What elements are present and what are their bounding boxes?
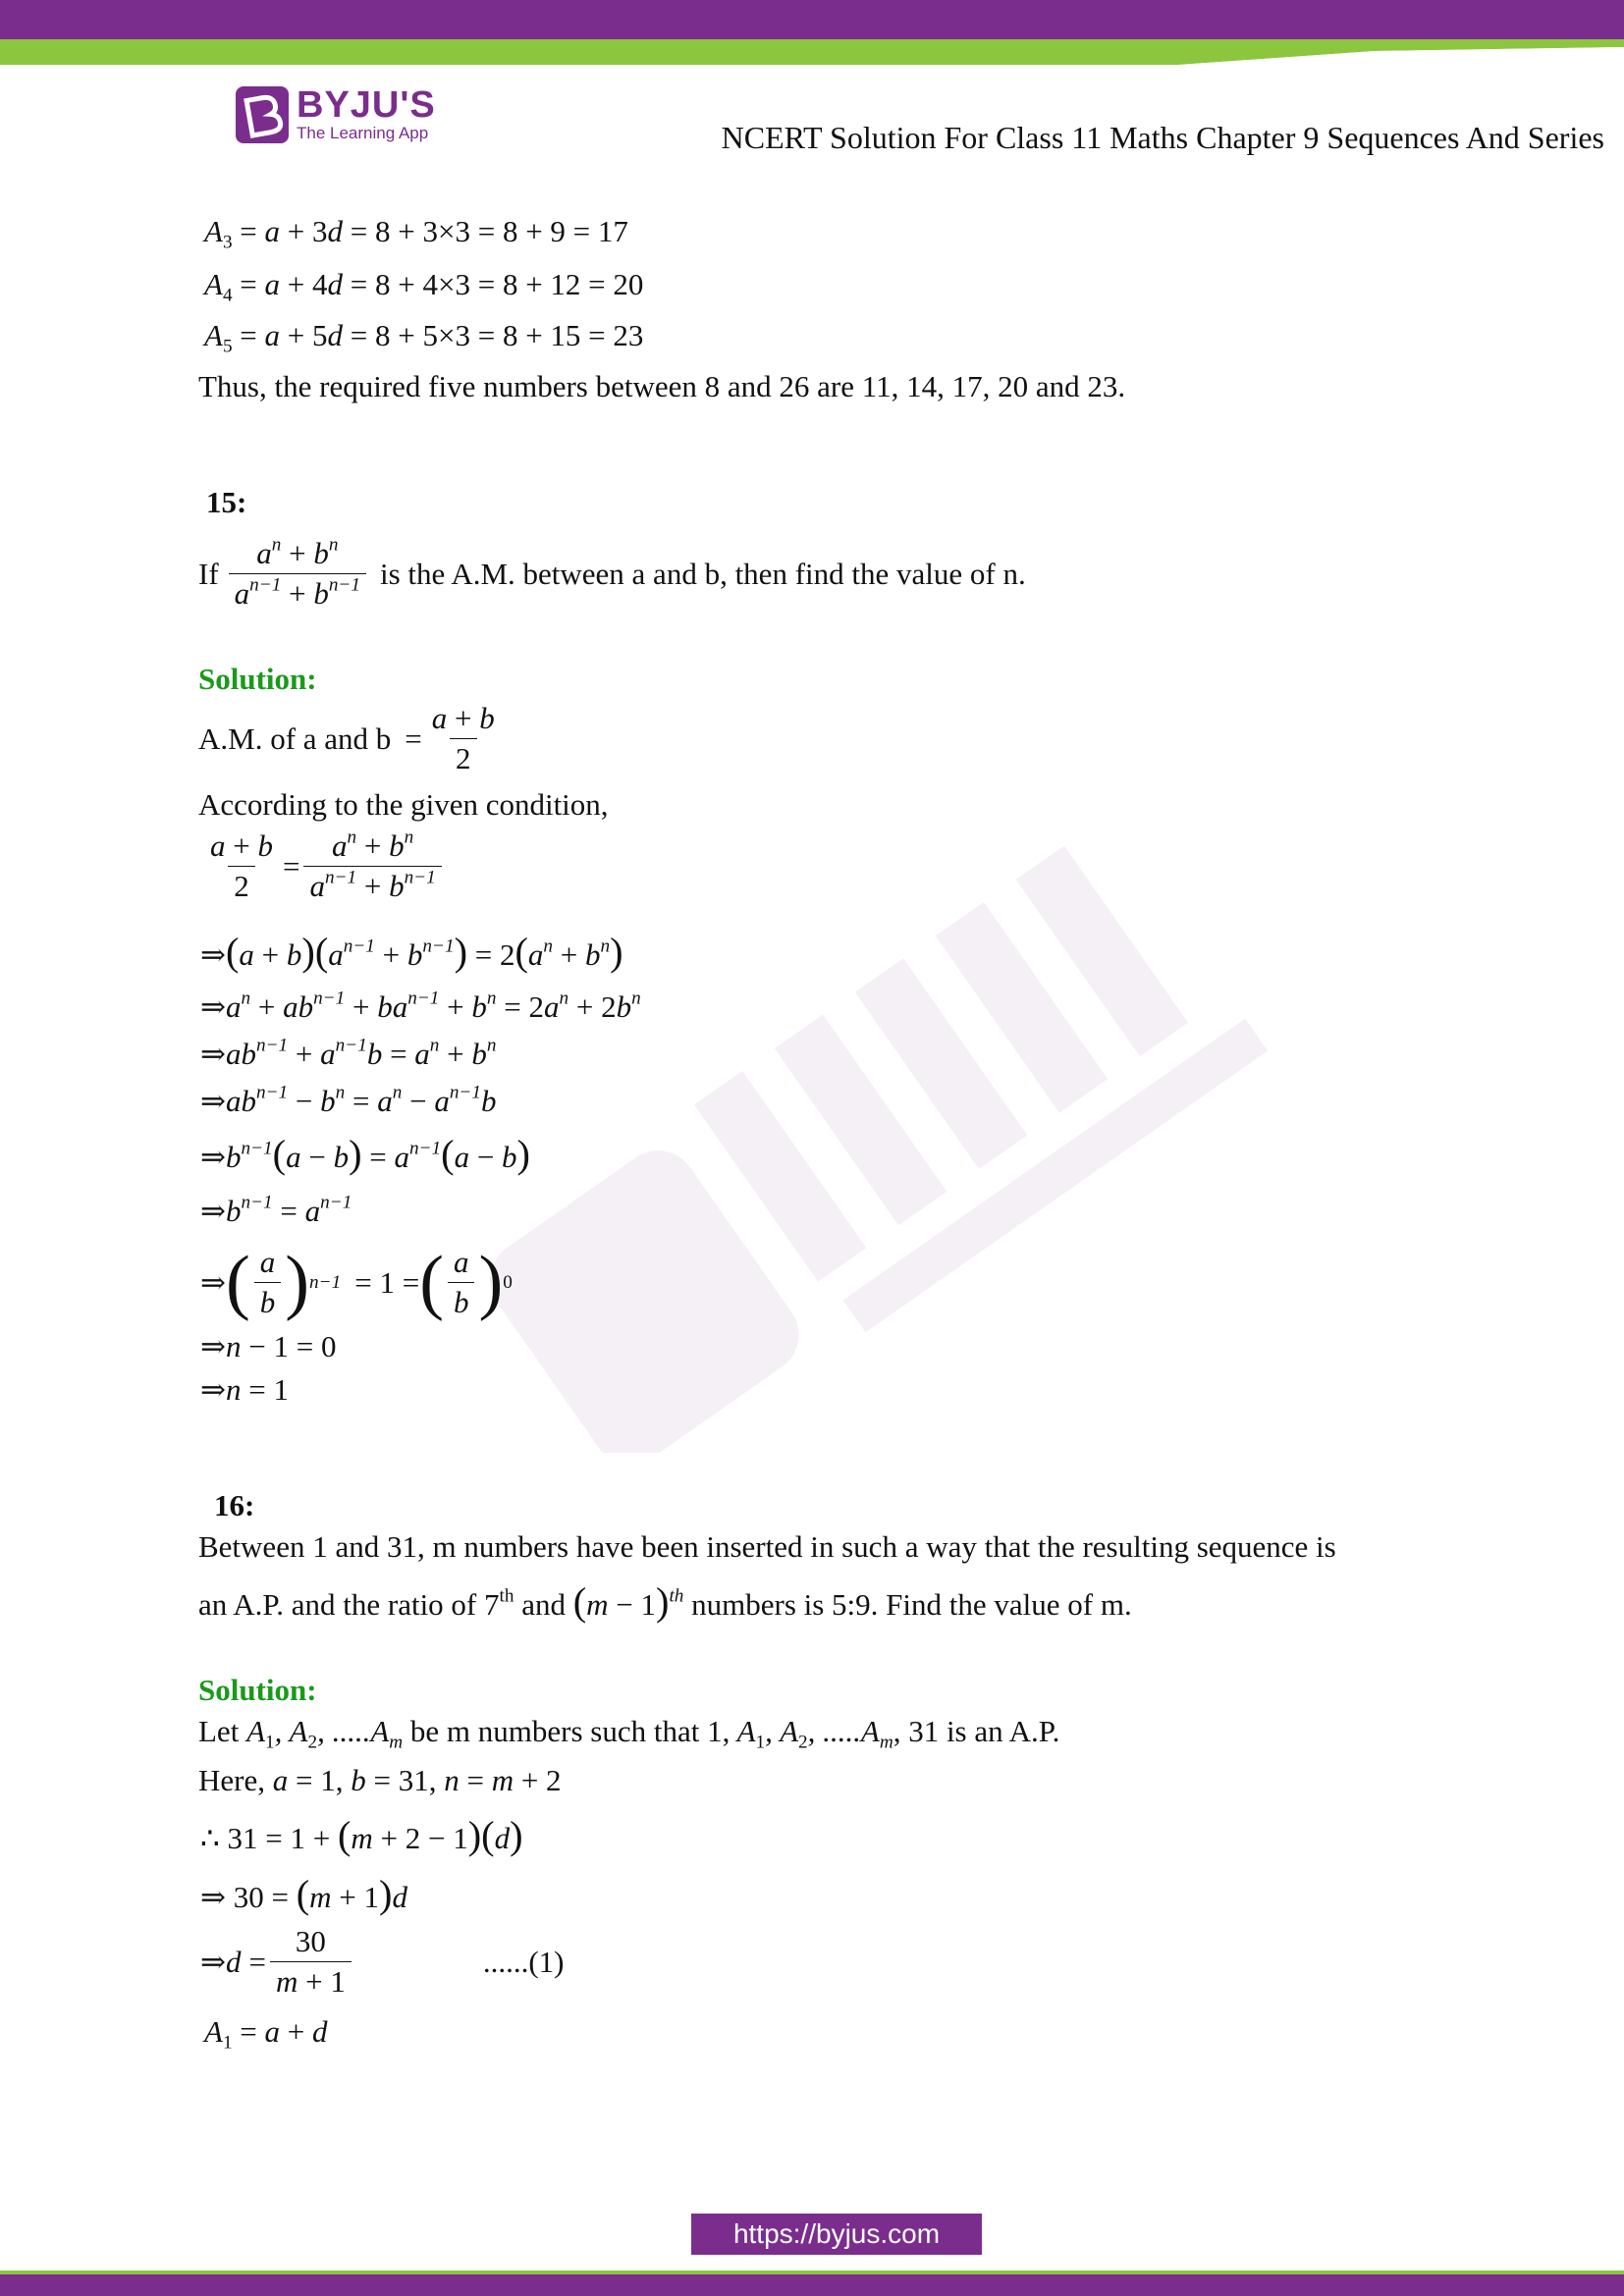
equation-a3: $A_3 = a + 3d = 8 + 3\times 3 = 8 + 9 = 17$ [204,214,628,253]
logo-b-icon [236,86,289,143]
document-title: NCERT Solution For Class 11 Maths Chapter 9 Sequences And Series [721,120,1604,155]
step-2: $\Rightarrow a^n + ab^{n-1} + ba^{n-1} + b^n = 2a^n + 2b^n$ [200,988,641,1024]
solution-label-16: Solution: [198,1673,317,1707]
step-5: $\Rightarrow b^{n-1}(a - b) = a^{n-1}(a - b)$ [200,1132,530,1176]
ratio-text-a: an A.P. and the ratio of 7 [198,1587,500,1622]
step-6: $\Rightarrow b^{n-1} = a^{n-1}$ [200,1192,352,1228]
question-number-15: 15: [206,485,247,519]
header-stripe [0,0,1624,69]
step-8: ⇒n − 1 = 0 [200,1329,337,1363]
am-label: A.M. of a and b [198,721,392,756]
footer-stripe [0,2270,1624,2296]
step-7: ⇒ ( $\frac{a}{b}$ ) n−1 = 1 = ( $\frac{a}{b}$ ) 0 [200,1242,513,1322]
footer-url[interactable]: https://byjus.com [691,2214,982,2255]
step-3: $\Rightarrow ab^{n-1} + a^{n-1}b = a^n + b^n$ [200,1035,497,1071]
fraction-an-bn: $\frac{a^n + b^n}{a^{n-1} + b^{n-1}}$ [229,536,366,612]
equation-a5: $A_5 = a + 5d = 8 + 5\times 3 = 8 + 15 = 23$ [204,318,644,357]
solution-label-15: Solution: [198,662,317,696]
fraction-a-plus-b-over-2: $\frac{a + b}{2}$ [431,701,495,775]
question-15-text [198,536,1026,612]
conclusion-text: Thus, the required five numbers between 8 and 26 are 11, 14, 17, 20 and 23. [198,369,1126,403]
question-16-line2: an A.P. and the ratio of 7th and $(m - 1)^{th}$ numbers is 5:9. Find the value of m. [198,1579,1132,1624]
if-label: If [198,556,219,591]
let-statement: Let $A_1$, $A_2$, $.....A_m$ be m numbers such that 1, $A_1$, $A_2$, $.....A_m$, 31 is an A.P. [198,1714,1060,1753]
byjus-logo [236,86,436,143]
step-1: ⇒(a + $b)(a^{n-1} + b^{n-1}) = 2(a^n + b^n)$ [200,930,623,974]
equation-a4: $A_4 = a + 4d = 8 + 4\times 3 = 8 + 12 = 20$ [204,267,644,306]
ratio-text-c: numbers is 5:9. Find the value of m. [691,1587,1132,1622]
equation-reference-1: ......(1) [482,1944,565,1979]
ordinal-sup: th [499,1585,514,1607]
condition-text: According to the given condition, [198,787,609,822]
step-4: $\Rightarrow ab^{n-1} - b^n = a^n - a^{n-1}b$ [200,1082,497,1118]
let-label: Let [198,1714,240,1748]
step-16-4: $A_1 = a + d$ [204,2014,328,2054]
step-9: ⇒n = 1 [200,1372,289,1407]
brand-name: BYJU'S [297,84,436,126]
question-15-body: is the A.M. between a and b, then find the value of n. [379,556,1026,591]
question-16-line1: Between 1 and 31, m numbers have been inserted in such a way that the resulting sequence is [198,1529,1336,1564]
here-label: Here, [198,1763,265,1797]
here-statement: Here, a = 1, b = 31, n = m + 2 [198,1763,562,1797]
step-16-1: ∴ 31 = 1 + (m + 2 − 1)(d) [200,1813,523,1857]
question-number-16: 16: [214,1488,255,1522]
brand-tagline: The Learning App [297,124,429,142]
equation-condition: $\frac{a + b}{2}$ = $\frac{a^n + b^n}{a^{n-1} + b^{n-1}}$ [200,828,446,904]
step-16-3: ⇒ d = $\frac{30}{m + 1}$ ......(1) [200,1924,565,1999]
ratio-text-b: and [521,1587,566,1622]
is-ap-text: is an A.P. [946,1714,1060,1748]
be-text: be m numbers such that [409,1714,700,1748]
am-definition: A.M. of a and b = $\frac{a + b}{2}$ [198,701,505,776]
step-16-2: ⇒ 30 = (m + 1)d [200,1872,407,1916]
